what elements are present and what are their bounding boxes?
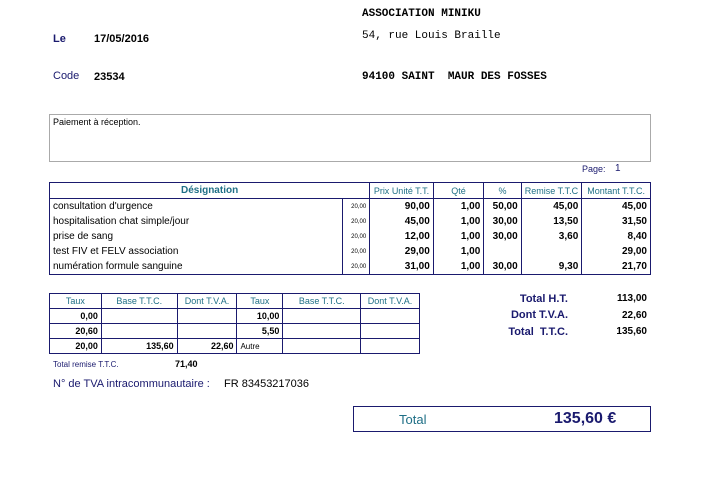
total-ttc-label: Total T.T.C.	[508, 326, 568, 338]
col-qty: Qté	[433, 183, 484, 199]
item-vat-rate: 20,00	[342, 199, 369, 215]
notes-text: Paiement à réception.	[53, 117, 141, 127]
col-designation: Désignation	[50, 183, 370, 199]
vat-row	[50, 339, 420, 354]
items-table	[49, 182, 651, 275]
item-pct	[484, 244, 521, 259]
vat-vat1: 22,60	[177, 339, 237, 354]
vat-base1: 135,60	[101, 339, 177, 354]
vat-rate1: 20,00	[50, 339, 102, 354]
item-vat-rate: 20,00	[342, 214, 369, 229]
vat-rate1: 0,00	[50, 309, 102, 324]
code-label: Code	[53, 70, 80, 82]
item-amount: 29,00	[582, 244, 651, 259]
total-discount-label: Total remise T.T.C.	[53, 360, 119, 369]
item-unit-price: 29,00	[370, 244, 434, 259]
item-designation: hospitalisation chat simple/jour	[50, 214, 343, 229]
items-header-row	[50, 183, 651, 199]
grand-total-box	[353, 406, 651, 432]
col-amount: Montant T.T.C.	[582, 183, 651, 199]
total-ht-label: Total H.T.	[519, 293, 568, 305]
vat-number-value: FR 83453217036	[224, 378, 310, 390]
table-row	[50, 214, 651, 229]
vat-row	[50, 309, 420, 324]
item-pct: 30,00	[484, 229, 521, 244]
vat-number-label: N° de TVA intracommunautaire :	[53, 378, 210, 390]
org-city: 94100 SAINT MAUR DES FOSSES	[362, 71, 547, 83]
total-discount-value: 71,40	[175, 359, 198, 369]
grand-total-label: Total	[399, 412, 427, 427]
vat-col-vat-2: Dont T.V.A.	[361, 294, 420, 309]
item-discount: 13,50	[521, 214, 582, 229]
vat-vat1	[177, 324, 237, 339]
total-ttc-value: 135,60	[616, 326, 647, 337]
item-vat-rate: 20,00	[342, 229, 369, 244]
date-label: Le	[53, 33, 66, 45]
col-pct: %	[484, 183, 521, 199]
notes-box	[49, 114, 651, 162]
item-unit-price: 31,00	[370, 259, 434, 275]
vat-vat1	[177, 309, 237, 324]
org-name: ASSOCIATION MINIKU	[362, 8, 481, 20]
vat-rate1: 20,60	[50, 324, 102, 339]
item-qty: 1,00	[433, 229, 484, 244]
vat-col-vat: Dont T.V.A.	[177, 294, 237, 309]
vat-rate2: 5,50	[237, 324, 283, 339]
vat-vat2	[361, 309, 420, 324]
col-discount: Remise T.T.C	[521, 183, 582, 199]
item-qty: 1,00	[433, 259, 484, 275]
item-vat-rate: 20,00	[342, 244, 369, 259]
vat-table	[49, 293, 420, 354]
vat-col-base-2: Base T.T.C.	[283, 294, 361, 309]
item-pct: 30,00	[484, 214, 521, 229]
vat-rate2: 10,00	[237, 309, 283, 324]
page-label: Page:	[582, 164, 606, 174]
grand-total-value: 135,60 €	[554, 410, 617, 427]
item-unit-price: 90,00	[370, 199, 434, 215]
item-designation: consultation d'urgence	[50, 199, 343, 215]
item-unit-price: 45,00	[370, 214, 434, 229]
vat-rate2: Autre	[237, 339, 283, 354]
item-discount: 3,60	[521, 229, 582, 244]
item-discount	[521, 244, 582, 259]
item-pct: 50,00	[484, 199, 521, 215]
item-discount: 9,30	[521, 259, 582, 275]
total-tva-label: Dont T.V.A.	[510, 309, 568, 321]
item-vat-rate: 20,00	[342, 259, 369, 275]
vat-base2	[283, 309, 361, 324]
vat-base1	[101, 309, 177, 324]
vat-vat2	[361, 324, 420, 339]
item-pct: 30,00	[484, 259, 521, 275]
vat-col-rate: Taux	[50, 294, 102, 309]
vat-col-rate-2: Taux	[237, 294, 283, 309]
vat-base2	[283, 324, 361, 339]
table-row	[50, 199, 651, 215]
item-discount: 45,00	[521, 199, 582, 215]
item-amount: 45,00	[582, 199, 651, 215]
item-qty: 1,00	[433, 199, 484, 215]
item-amount: 21,70	[582, 259, 651, 275]
table-row	[50, 259, 651, 275]
item-designation: prise de sang	[50, 229, 343, 244]
table-row	[50, 244, 651, 259]
item-qty: 1,00	[433, 244, 484, 259]
vat-header-row	[50, 294, 420, 309]
item-unit-price: 12,00	[370, 229, 434, 244]
item-designation: numération formule sanguine	[50, 259, 343, 275]
invoice-date: 17/05/2016	[94, 33, 150, 45]
vat-vat2	[361, 339, 420, 354]
page-number: 1	[615, 163, 621, 174]
org-street: 54, rue Louis Braille	[362, 30, 501, 42]
vat-row	[50, 324, 420, 339]
vat-col-base: Base T.T.C.	[101, 294, 177, 309]
vat-base2	[283, 339, 361, 354]
client-code: 23534	[94, 71, 125, 83]
item-amount: 8,40	[582, 229, 651, 244]
table-row	[50, 229, 651, 244]
col-unit-price: Prix Unité T.T.	[370, 183, 434, 199]
total-ht-value: 113,00	[616, 293, 647, 304]
vat-base1	[101, 324, 177, 339]
item-qty: 1,00	[433, 214, 484, 229]
item-designation: test FIV et FELV association	[50, 244, 343, 259]
item-amount: 31,50	[582, 214, 651, 229]
total-tva-value: 22,60	[621, 310, 647, 321]
